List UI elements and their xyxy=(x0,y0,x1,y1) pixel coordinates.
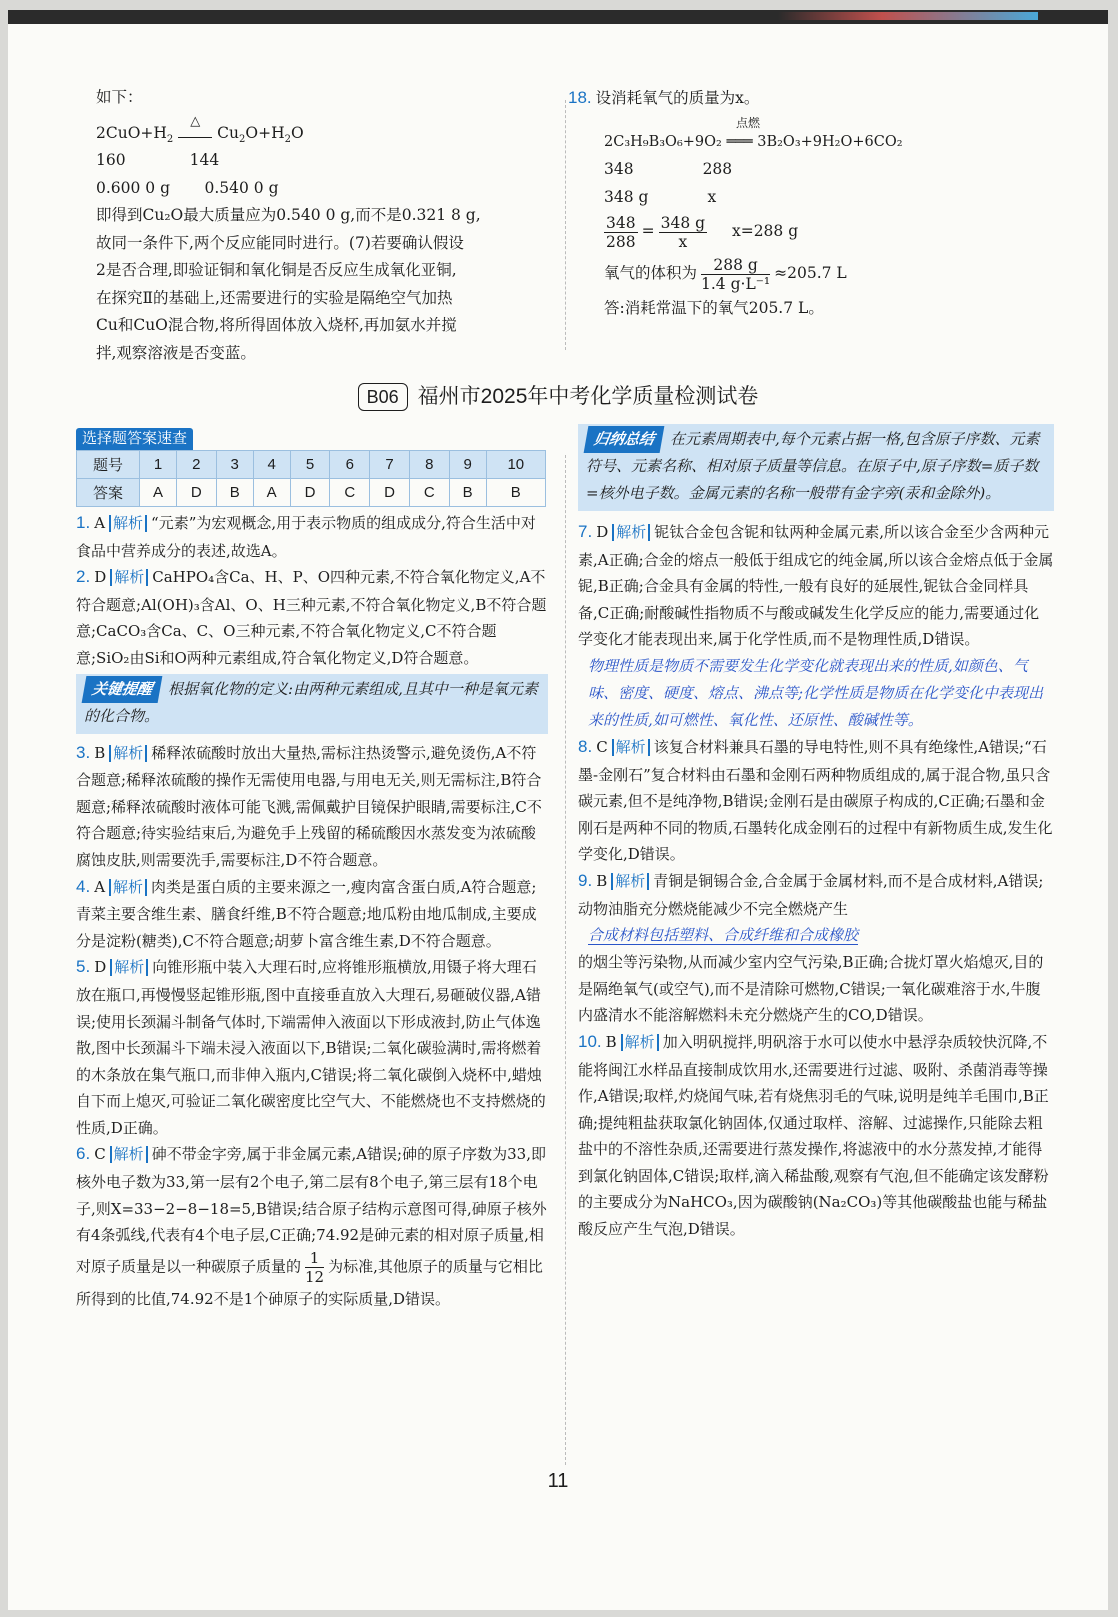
intro-text: 如下： xyxy=(96,88,143,106)
q18-block xyxy=(568,84,1048,323)
key-hint-label: 关键提醒 xyxy=(82,676,163,703)
solution-10: 10. B 解析 加入明矾搅拌,明矾溶于水可以使水中悬浮杂质较快沉降,不能将闽江水样品直接制成饮用水,还需要进行过滤、吸附、杀菌消毒等操作,A错误;取样,灼烧闻气味,若有烧焦羽毛的气味,说明是纯羊毛围巾,B正确;提纯粗盐获取氯化钠固体,仅通过取样、溶解、过滤操作,只能除去粗盐中的不溶性杂质,还需要进行蒸发操作,将滤液中的水分蒸发掉,才能得到氯化钠固体,C错误;取样,滴入稀盐酸,观察有气泡,但不能确定该发酵粉的主要成分为NaHCO₃,因为碳酸钠(Na₂CO₃)等其他碳酸盐也能与稀盐酸反应产生气泡,D错误。 xyxy=(578,1031,1049,1239)
q18-line1: 18. 设消耗氧气的质量为x。 xyxy=(568,88,760,107)
key-hint-box: 关键提醒 根据氧化物的定义:由两种元素组成,且其中一种是氧元素的化合物。 xyxy=(76,674,548,734)
para-line-4: 在探究Ⅱ的基础上,还需要进行的实验是隔绝空气加热 xyxy=(96,288,453,307)
top-accent-strip xyxy=(778,12,1038,20)
frac-volume: $\frac{288 g}{\text{1.4 g·L⁻¹}}$ xyxy=(701,255,771,293)
section-title xyxy=(8,382,1108,412)
answer-table-answers: 答案 A D B A D C D C B B xyxy=(77,479,546,507)
cu-equation: $2CuO+H_2$ △ $Cu_2O+H_2O$ xyxy=(96,113,304,145)
column-divider-top xyxy=(565,100,566,350)
heat-symbol: △ xyxy=(178,129,212,138)
q18-equation: 2C₃H₉B₃O₆+9O₂ ═══ 3B₂O₃+9H₂O+6CO₂ xyxy=(604,133,903,150)
handwritten-note-synthetic: 合成材料包括塑料、合成纤维和合成橡胶 xyxy=(588,926,859,945)
para-line-6: 拌,观察溶液是否变蓝。 xyxy=(96,343,256,362)
top-left-column xyxy=(96,84,546,367)
solution-9-continued: 的烟尘等污染物,从而减少室内空气污染,B正确;合拢灯罩火焰熄灭,目的是隔绝氧气(或空气),而不是清除可燃物,C错误;一氧化碳难溶于水,牛腹内盛清水不能溶解燃料未充分燃烧产生的CO,D错误。 xyxy=(578,953,1044,1025)
page-number: 11 xyxy=(547,1470,569,1492)
q18-answer: 答:消耗常温下的氧气205.7 L。 xyxy=(604,299,824,317)
frac-348g-x: $\frac{348 g}{x}$ xyxy=(660,213,706,251)
scan-top-edge xyxy=(8,10,1108,24)
q18-condition: 点燃 xyxy=(736,115,761,130)
handwritten-note-properties: 物理性质是物质不需要发生化学变化就表现出来的性质,如颜色、气味、密度、硬度、熔点、沸点等;化学性质是物质在化学变化中表现出来的性质,如可燃性、氧化性、还原性、酸碱性等。 xyxy=(588,656,1044,729)
summary-box: 归纳总结 在元素周期表中,每个元素占据一格,包含原子序数、元素符号、元素名称、相对原子质量等信息。在原子中,原子序数=质子数=核外电子数。金属元素的名称一般带有金字旁(汞和金除外)。 xyxy=(578,424,1054,511)
page xyxy=(8,10,1108,1610)
q18-volume: 氧气的体积为 $\frac{288 g}{\text{1.4 g·L⁻¹}}$ ≈205.7 L xyxy=(604,255,847,293)
frac-one-twelfth: $\frac{1}{12}$ xyxy=(305,1248,325,1286)
solution-1: 1. A 解析 “元素”为宏观概念,用于表示物质的组成成分,符合生活中对食品中营养成分的表述,故选A。 xyxy=(76,513,536,560)
paper-title: 福州市2025年中考化学质量检测试卷 xyxy=(417,385,759,408)
solution-9: 9. B 解析 青铜是铜锡合金,合金属于金属材料,而不是合成材料,A错误;动物油脂充分燃烧能减少不完全燃烧产生 xyxy=(578,870,1044,918)
solution-5: 5. D 解析 向锥形瓶中装入大理石时,应将锥形瓶横放,用镊子将大理石放在瓶口,再慢慢竖起锥形瓶,图中直接垂直放入大理石,易砸破仪器,A错误;使用长颈漏斗制备气体时,下端需伸入液面以下形成液封,防止气体逸散,图中长颈漏斗下端未浸入液面以下,B错误;二氧化碳验满时,需将燃着的木条放在集气瓶口,而非伸入瓶内,C错误;将二氧化碳倒入烧杯中,蜡烛自下而上熄灭,可验证二氧化碳密度比空气大、不能燃烧也不支持燃烧的性质,D正确。 xyxy=(76,957,546,1137)
answer-table xyxy=(76,450,546,507)
solution-8: 8. C 解析 该复合材料兼具石墨的导电特性,则不具有绝缘性,A错误;“石墨-金刚石”复合材料由石墨和金刚石两种物质组成的,属于混合物,虽只含碳元素,但不是纯净物,B错误;金刚石是由碳原子构成的,C正确;石墨和金刚石是两种不同的物质,石墨转化成金刚石的过程中有新物质生成,发生化学变化,D错误。 xyxy=(578,736,1053,864)
quick-answer-title: 选择题答案速查 xyxy=(76,428,193,450)
q18-row1: 348 288 xyxy=(604,160,733,178)
para-line-3: 2是否合理,即验证铜和氧化铜是否反应生成氧化亚铜, xyxy=(96,261,457,279)
paper-badge: B06 xyxy=(358,383,408,411)
column-divider-bottom xyxy=(565,455,566,1465)
summary-label: 归纳总结 xyxy=(584,426,665,453)
q18-proportion: $\frac{348}{288}$ = $\frac{348 g}{x}$ x=288 g xyxy=(606,213,799,251)
right-solutions xyxy=(578,422,1054,1243)
mass-row-2: 0.600 0 g 0.540 0 g xyxy=(96,178,279,197)
solution-2: 2. D 解析 CaHPO₄含Ca、H、P、O四种元素,不符合氧化物定义,A不符合题意;Al(OH)₃含Al、O、H三种元素,不符合氧化物定义,B不符合题意;CaCO₃含Ca、C、O三种元素,不符合氧化物定义,C不符合题意;SiO₂由Si和O两种元素组成,符合氧化物定义,D符合题意。 xyxy=(76,567,547,667)
answer-table-numbers: 题号 1 2 3 4 5 6 7 8 9 10 xyxy=(77,451,546,479)
para-line-2: 故同一条件下,两个反应能同时进行。(7)若要确认假设 xyxy=(96,233,464,252)
para-line-1: 即得到Cu₂O最大质量应为0.540 0 g,而不是0.321 8 g, xyxy=(96,206,481,224)
left-solutions xyxy=(76,510,548,1312)
para-line-5: Cu和CuO混合物,将所得固体放入烧杯,再加氨水并搅 xyxy=(96,316,457,334)
solution-3: 3. B 解析 稀释浓硫酸时放出大量热,需标注热烫警示,避免烫伤,A不符合题意;稀释浓硫酸的操作无需使用电器,与用电无关,则无需标注,B符合题意;稀释浓硫酸时液体可能飞溅,需佩戴护目镜保护眼睛,需要标注,C不符合题意;待实验结束后,为避免手上残留的稀硫酸因水蒸发变为浓硫酸腐蚀皮肤,则需要洗手,需要标注,D不符合题意。 xyxy=(76,742,542,869)
solution-6: 6. C 解析 砷不带金字旁,属于非金属元素,A错误;砷的原子序数为33,即核外电子数为33,第一层有2个电子,第二层有8个电子,第三层有18个电子,则X=33−2−8−18=5,B错误;结合原子结构示意图可得,砷原子核外有4条弧线,代表有4个电子层,C正确;74.92是砷元素的相对原子质量,相对原子质量是以一种碳原子质量的 $\frac{1}{12}$ 为标准,其他原子的质量与它相比所得到的比值,74.92不是1个砷原子的实际质量,D错误。 xyxy=(76,1144,547,1308)
mass-row-1: 160 144 xyxy=(96,151,220,169)
solution-7: 7. D 解析 铌钛合金包含铌和钛两种金属元素,所以该合金至少含两种元素,A正确;合金的熔点一般低于组成它的纯金属,所以该合金熔点低于金属铌,B正确;合金具有金属的特性,一般有良好的延展性,铌钛合金同样具备,C正确;耐酸碱性指物质不与酸或碱发生化学反应的能力,需要通过化学变化才能表现出来,属于化学性质,而不是物理性质,D错误。 xyxy=(578,522,1054,649)
q18-row2: 348 g x xyxy=(604,187,717,206)
solution-4: 4. A 解析 肉类是蛋白质的主要来源之一,瘦肉富含蛋白质,A符合题意;青菜主要含维生素、膳食纤维,B不符合题意;地瓜粉由地瓜制成,主要成分是淀粉(糖类),C不符合题意;胡萝卜富含维生素,D不符合题意。 xyxy=(76,876,537,950)
frac-348-288: $\frac{348}{288}$ xyxy=(606,213,636,251)
